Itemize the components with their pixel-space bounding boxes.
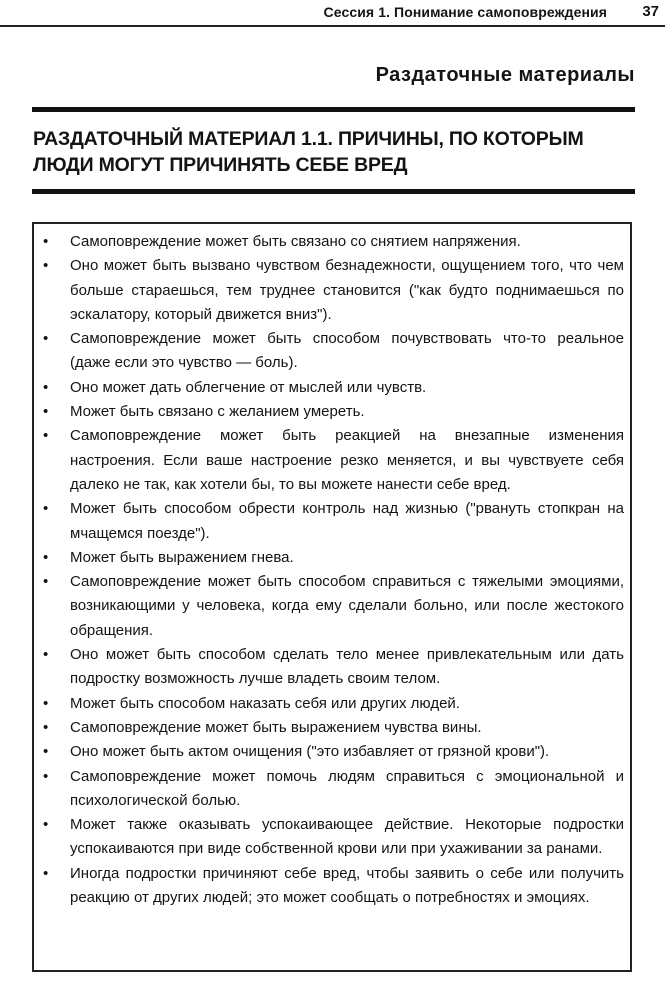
list-item-text: Может быть способом обрести контроль над жизнью ("рвануть стопкран на мчащемся поезде"). <box>70 500 624 542</box>
header-divider <box>0 25 665 27</box>
bullet-icon: • <box>43 573 49 591</box>
list-item <box>43 740 624 764</box>
list-item <box>43 862 624 911</box>
list-item <box>43 497 624 546</box>
reasons-list <box>34 224 630 910</box>
bullet-icon: • <box>43 548 49 566</box>
list-item <box>43 327 624 376</box>
list-item-text: Может быть выражением гнева. <box>70 548 294 566</box>
list-item-text: Самоповреждение может быть способом почувствовать что-то реальное (даже если это чувство — боль). <box>70 330 624 372</box>
handout-title-line-1: РАЗДАТОЧНЫЙ МАТЕРИАЛ 1.1. ПРИЧИНЫ, ПО КОТОРЫМ <box>33 128 584 150</box>
bullet-icon: • <box>43 718 49 736</box>
list-item-text: Оно может дать облегчение от мыслей или чувств. <box>70 378 427 396</box>
page-number: 37 <box>642 3 659 20</box>
bullet-icon: • <box>43 864 49 882</box>
list-item-text: Может быть способом наказать себя или других людей. <box>70 694 460 712</box>
bullet-icon: • <box>43 500 49 518</box>
running-header-title: Сессия 1. Понимание самоповреждения <box>323 4 607 20</box>
bullet-icon: • <box>43 743 49 761</box>
list-item-text: Самоповреждение может быть реакцией на внезапные изменения настроения. Если ваше настроение резко меняется, и вы чувствуете себя далеко не так, как хотели бы, то вы можете нанести себе вред. <box>70 427 624 493</box>
bullet-icon: • <box>43 330 49 348</box>
handout-title <box>33 126 633 178</box>
list-item-text: Оно может быть способом сделать тело менее привлекательным или дать подростку возможность лучше владеть своим телом. <box>70 646 624 688</box>
list-item-text: Может быть связано с желанием умереть. <box>70 403 365 421</box>
bullet-icon: • <box>43 403 49 421</box>
list-item <box>43 254 624 327</box>
bullet-icon: • <box>43 816 49 834</box>
section-divider-top <box>32 107 635 112</box>
list-item <box>43 376 624 400</box>
handout-title-line-2: ЛЮДИ МОГУТ ПРИЧИНЯТЬ СЕБЕ ВРЕД <box>33 154 408 176</box>
reasons-box <box>32 222 632 972</box>
list-item <box>43 692 624 716</box>
bullet-icon: • <box>43 694 49 712</box>
list-item <box>43 400 624 424</box>
list-item-text: Самоповреждение может быть способом справиться с тяжелыми эмоциями, возникающими у человека, когда ему сделали больно, или после жестокого обращения. <box>70 573 624 639</box>
list-item <box>43 546 624 570</box>
bullet-icon: • <box>43 427 49 445</box>
section-divider-bottom <box>32 189 635 194</box>
list-item-text: Оно может быть вызвано чувством безнадежности, ощущением того, что чем больше стараешься, тем труднее становится ("как будто поднимаешься по эскалатору, который движется вниз"). <box>70 257 624 323</box>
list-item <box>43 813 624 862</box>
section-title: Раздаточные материалы <box>375 64 635 86</box>
list-item-text: Самоповреждение может быть выражением чувства вины. <box>70 718 482 736</box>
bullet-icon: • <box>43 257 49 275</box>
list-item <box>43 765 624 814</box>
list-item-text: Иногда подростки причиняют себе вред, чтобы заявить о себе или получить реакцию от других людей; это может сообщать о потребностях и эмоциях. <box>70 864 624 907</box>
list-item <box>43 230 624 254</box>
bullet-icon: • <box>43 233 49 250</box>
bullet-icon: • <box>43 378 49 396</box>
bullet-icon: • <box>43 646 49 664</box>
list-item-text: Самоповреждение может помочь людям справиться с эмоциональной и психологической болью. <box>70 767 624 809</box>
list-item-text: Самоповреждение может быть связано со снятием напряжения. <box>70 233 521 250</box>
list-item <box>43 716 624 740</box>
list-item-text: Может также оказывать успокаивающее действие. Некоторые подростки успокаиваются при виде собственной крови или при ухаживании за ранами. <box>70 816 624 858</box>
list-item <box>43 424 624 497</box>
list-item <box>43 643 624 692</box>
list-item-text: Оно может быть актом очищения ("это избавляет от грязной крови"). <box>70 743 550 761</box>
list-item <box>43 570 624 643</box>
bullet-icon: • <box>43 767 49 785</box>
running-header <box>0 4 665 24</box>
